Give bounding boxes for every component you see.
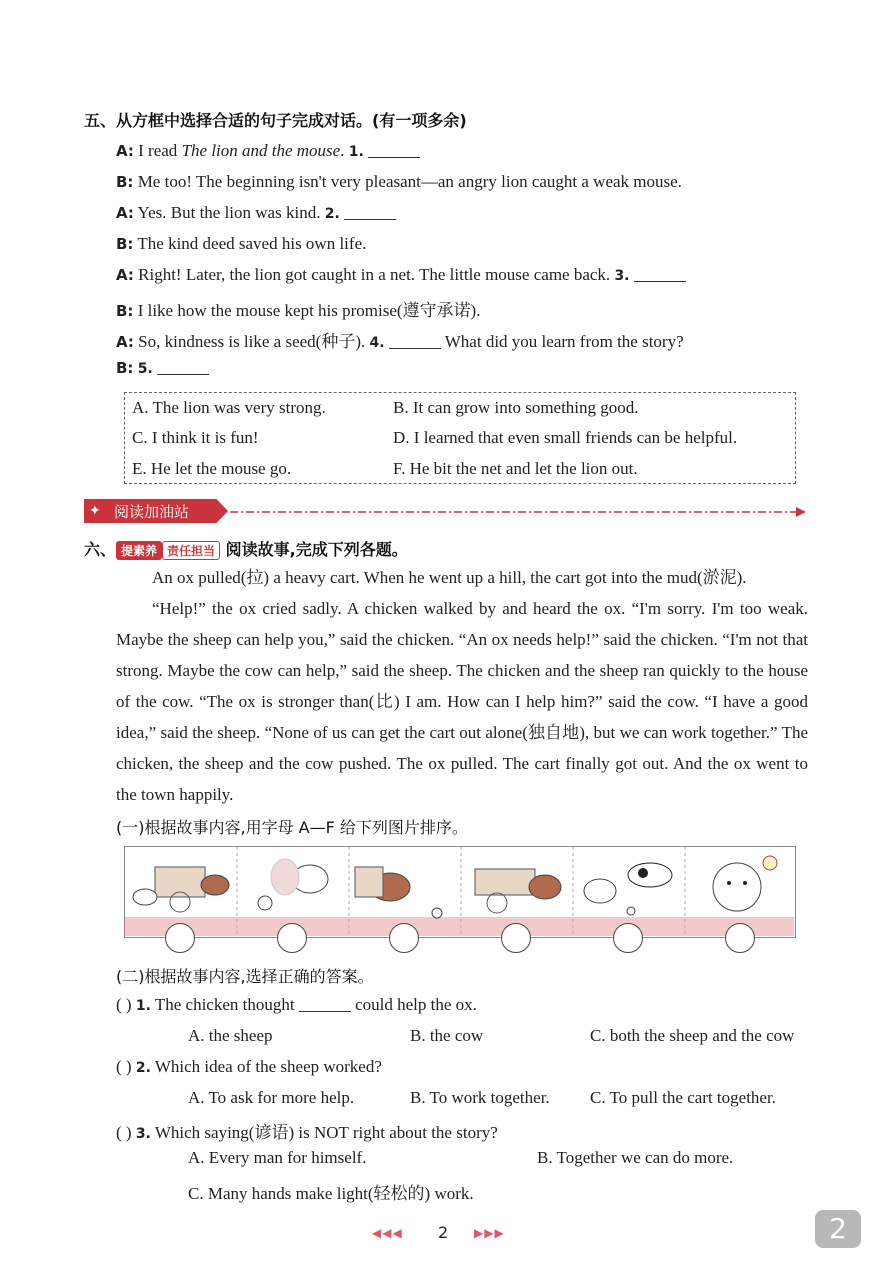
question-2: ( ) 2. Which idea of the sheep worked? xyxy=(116,1057,382,1076)
banner-label: 阅读加油站 xyxy=(114,503,190,521)
answer-blank-3[interactable] xyxy=(634,267,686,282)
section6-heading: 六、 提素养 责任担当 阅读故事,完成下列各题。 xyxy=(84,540,408,559)
tag-zeren: 责任担当 xyxy=(162,541,220,560)
order-circle-1[interactable] xyxy=(165,923,195,953)
right-arrows-icon: ▶▶▶ xyxy=(474,1226,505,1240)
tag-tisuyang: 提素养 xyxy=(116,541,162,560)
dialogue-line-3: A: Yes. But the lion was kind. 2. xyxy=(116,203,396,223)
dialogue-line-2: B: Me too! The beginning isn't very pleasant—an angry lion caught a weak mouse. xyxy=(116,172,682,191)
page-badge: 2 xyxy=(815,1210,861,1248)
option-f: F. He bit the net and let the lion out. xyxy=(393,459,638,478)
answer-blank-1[interactable] xyxy=(368,143,420,158)
question-3: ( ) 3. Which saying(谚语) is NOT right about the story? xyxy=(116,1123,498,1142)
dialogue-line-5: A: Right! Later, the lion got caught in a net. The little mouse came back. 3. xyxy=(116,265,686,285)
picture-strip xyxy=(124,846,796,938)
q1-blank xyxy=(299,997,351,1012)
q1-choice-c[interactable]: C. both the sheep and the cow xyxy=(590,1026,795,1045)
left-arrows-icon: ◀◀◀ xyxy=(372,1226,403,1240)
dialogue-line-1: A: I read The lion and the mouse. 1. xyxy=(116,141,420,161)
answer-blank-2[interactable] xyxy=(344,205,396,220)
answer-paren-2[interactable]: ( ) xyxy=(116,1057,132,1076)
part2-instruction: (二)根据故事内容,选择正确的答案。 xyxy=(116,967,374,986)
page-number: 2 xyxy=(438,1223,449,1242)
q1-choice-a[interactable]: A. the sheep xyxy=(188,1026,273,1045)
question-1: ( ) 1. The chicken thought could help the ox. xyxy=(116,995,477,1014)
q3-choice-c[interactable]: C. Many hands make light(轻松的) work. xyxy=(188,1184,474,1203)
speaker-label: A: xyxy=(116,142,134,160)
order-circle-4[interactable] xyxy=(501,923,531,953)
q3-choice-a[interactable]: A. Every man for himself. xyxy=(188,1148,367,1167)
q2-choice-b[interactable]: B. To work together. xyxy=(410,1088,550,1107)
order-circle-3[interactable] xyxy=(389,923,419,953)
order-circle-2[interactable] xyxy=(277,923,307,953)
answer-blank-5[interactable] xyxy=(157,360,209,375)
dialogue-line-7: A: So, kindness is like a seed(种子). 4. What did you learn from the story? xyxy=(116,332,684,351)
story-paragraph-1: An ox pulled(拉) a heavy cart. When he went up a hill, the cart got into the mud(淤泥). xyxy=(152,568,747,587)
story-illustrations xyxy=(125,847,794,936)
section5-heading: 五、从方框中选择合适的句子完成对话。(有一项多余) xyxy=(84,111,467,130)
banner-dashed-line xyxy=(230,505,810,519)
order-circle-5[interactable] xyxy=(613,923,643,953)
answer-paren-3[interactable]: ( ) xyxy=(116,1123,132,1142)
q3-choice-b[interactable]: B. Together we can do more. xyxy=(537,1148,734,1167)
option-d: D. I learned that even small friends can be helpful. xyxy=(393,428,738,447)
order-circle-6[interactable] xyxy=(725,923,755,953)
story-text xyxy=(116,562,808,810)
dialogue-line-6: B: I like how the mouse kept his promise(遵守承诺). xyxy=(116,301,481,320)
q2-choice-a[interactable]: A. To ask for more help. xyxy=(188,1088,355,1107)
answer-blank-4[interactable] xyxy=(389,334,441,349)
answer-paren-1[interactable]: ( ) xyxy=(116,995,132,1014)
option-b: B. It can grow into something good. xyxy=(393,398,639,417)
part1-instruction: (一)根据故事内容,用字母 A—F 给下列图片排序。 xyxy=(116,818,468,837)
option-a: A. The lion was very strong. xyxy=(132,398,326,417)
dialogue-line-8: B: 5. xyxy=(116,358,209,378)
q2-choice-c[interactable]: C. To pull the cart together. xyxy=(590,1088,776,1107)
dialogue-line-4: B: The kind deed saved his own life. xyxy=(116,234,367,253)
story-paragraph-2: “Help!” the ox cried sadly. A chicken walked by and heard the ox. “I'm sorry. I'm too weak. Maybe the sheep can help you,” said the chicken. “An ox needs help!” said the chicken. “I'm not that strong. Maybe the cow can help,” said the sheep. The chicken and the sheep ran quickly to the house of the cow. “The ox is stronger than(比) I am. How can I help him?” said the cow. “I have a good idea,” said the sheep. “None of us can get the cart out alone(独自地), but we can work together.” The chicken, the sheep and the cow pushed. The ox pulled. The cart finally got out. And the ox went to the town happily. xyxy=(116,599,808,804)
option-c: C. I think it is fun! xyxy=(132,428,259,447)
banner-star-icon: ✦ xyxy=(89,503,101,519)
q1-choice-b[interactable]: B. the cow xyxy=(410,1026,484,1045)
option-e: E. He let the mouse go. xyxy=(132,459,292,478)
options-box xyxy=(124,392,796,484)
